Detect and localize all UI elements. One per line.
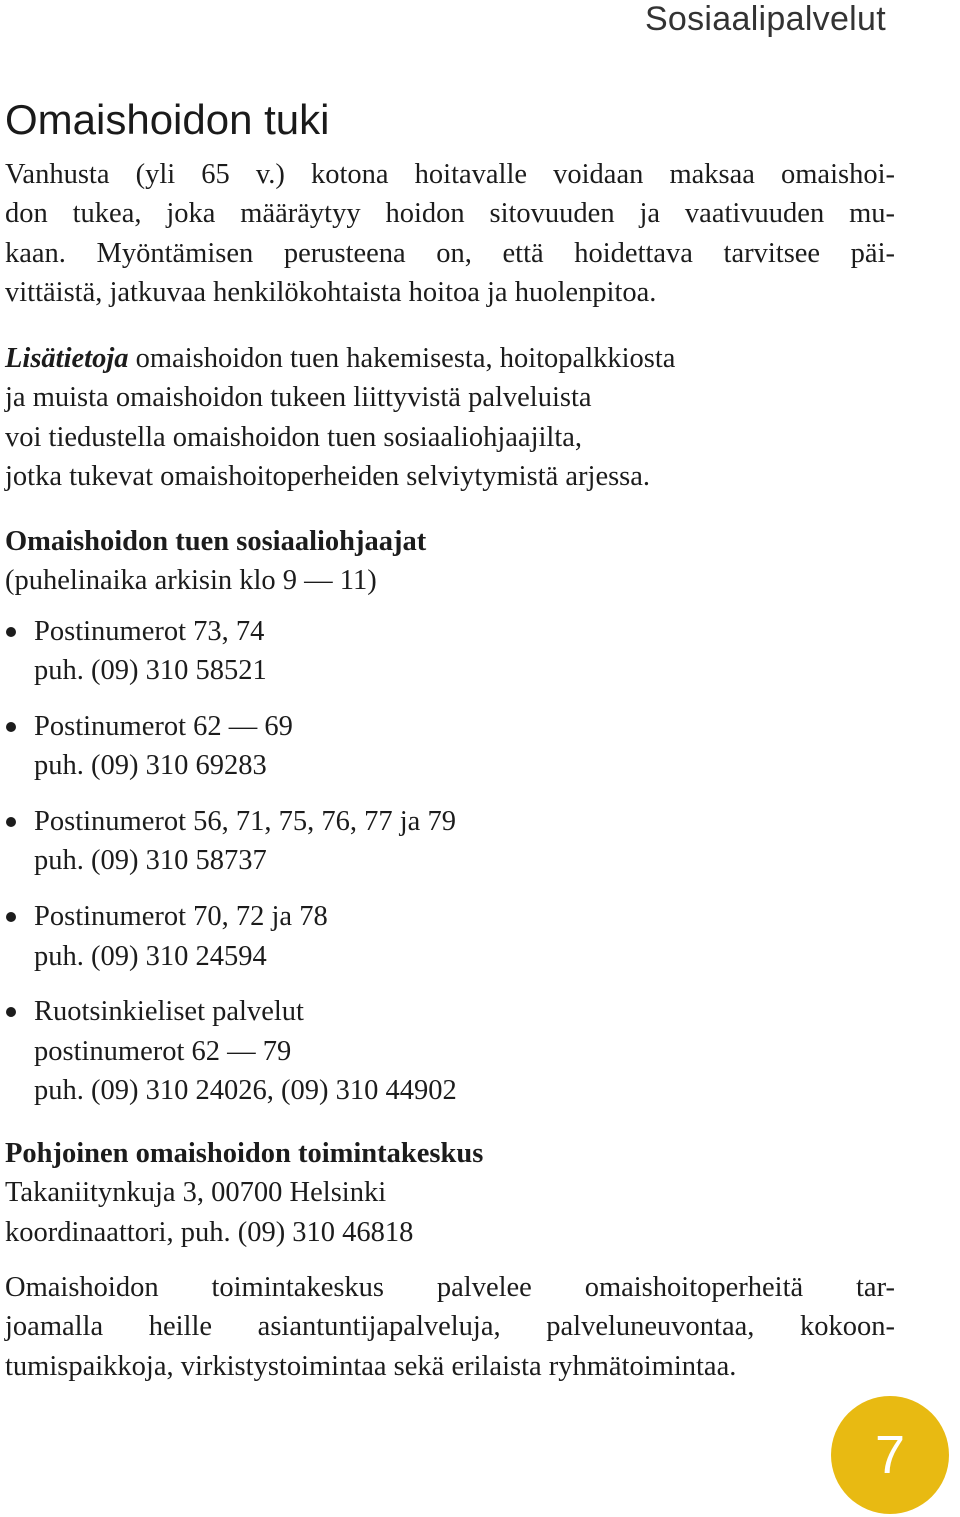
center-address: Takaniitynkuja 3, 00700 Helsinki — [5, 1177, 387, 1209]
info-paragraph — [5, 339, 895, 496]
bullet-icon — [6, 1007, 16, 1017]
intro-line: don tukea, joka määräytyy hoidon sitovuuden ja vaativuuden mu- — [5, 198, 895, 230]
page-title: Omaishoidon tuki — [5, 96, 330, 143]
postal-codes: Postinumerot 62 — 69 — [34, 711, 293, 743]
page-number: 7 — [874, 1425, 906, 1485]
counsellor-list — [0, 612, 900, 1127]
intro-line: vittäistä, jatkuvaa henkilökohtaista hoitoa ja huolenpitoa. — [5, 276, 657, 308]
info-line: ja muista omaishoidon tukeen liittyvistä palveluista — [5, 382, 592, 414]
phone-number: puh. (09) 310 69283 — [34, 750, 267, 782]
list-item — [0, 897, 900, 976]
list-item — [0, 992, 900, 1110]
counsellors-heading: Omaishoidon tuen sosiaaliohjaajat — [5, 526, 427, 557]
phone-number: puh. (09) 310 24594 — [34, 940, 267, 972]
phone-number: puh. (09) 310 58737 — [34, 845, 267, 877]
service-name: Ruotsinkieliset palvelut — [34, 996, 304, 1028]
phone-number: puh. (09) 310 24026, (09) 310 44902 — [34, 1074, 457, 1106]
closing-line: Omaishoidon toimintakeskus palvelee omaishoitoperheitä tar- — [5, 1272, 895, 1303]
postal-codes: Postinumerot 56, 71, 75, 76, 77 ja 79 — [34, 806, 456, 838]
intro-line: Vanhusta (yli 65 v.) kotona hoitavalle voidaan maksaa omaishoi- — [5, 159, 895, 190]
list-item — [0, 802, 900, 881]
list-item — [0, 612, 900, 691]
list-item — [0, 707, 900, 786]
center-heading: Pohjoinen omaishoidon toimintakeskus — [5, 1138, 484, 1169]
page-number-badge — [831, 1396, 949, 1514]
center-block — [5, 1134, 895, 1252]
phone-hours: (puhelinaika arkisin klo 9 — 11) — [5, 565, 377, 597]
bullet-icon — [6, 817, 16, 827]
postal-codes: postinumerot 62 — 79 — [34, 1035, 292, 1067]
info-line: jotka tukevat omaishoitoperheiden selviytymistä arjessa. — [5, 460, 651, 492]
center-coordinator: koordinaattori, puh. (09) 310 46818 — [5, 1216, 414, 1248]
info-line — [5, 339, 895, 378]
phone-number: puh. (09) 310 58521 — [34, 655, 267, 687]
info-lead: Lisätietoja — [5, 343, 129, 374]
postal-codes: Postinumerot 70, 72 ja 78 — [34, 901, 328, 933]
section-header: Sosiaalipalvelut — [644, 0, 886, 38]
closing-line: joamalla heille asiantuntijapalveluja, palveluneuvontaa, kokoon- — [5, 1311, 895, 1343]
closing-paragraph — [5, 1268, 895, 1386]
bullet-icon — [6, 722, 16, 732]
info-line-rest: omaishoidon tuen hakemisesta, hoitopalkkiosta — [128, 343, 676, 374]
counsellors-block — [5, 522, 895, 601]
info-line: voi tiedustella omaishoidon tuen sosiaaliohjaajilta, — [5, 421, 583, 453]
intro-line: kaan. Myöntämisen perusteena on, että hoidettava tarvitsee päi- — [5, 237, 895, 269]
postal-codes: Postinumerot 73, 74 — [34, 616, 265, 647]
bullet-icon — [6, 912, 16, 922]
intro-paragraph — [5, 155, 895, 312]
bullet-icon — [6, 627, 16, 637]
closing-line: tumispaikkoja, virkistystoimintaa sekä erilaista ryhmätoimintaa. — [5, 1350, 737, 1382]
